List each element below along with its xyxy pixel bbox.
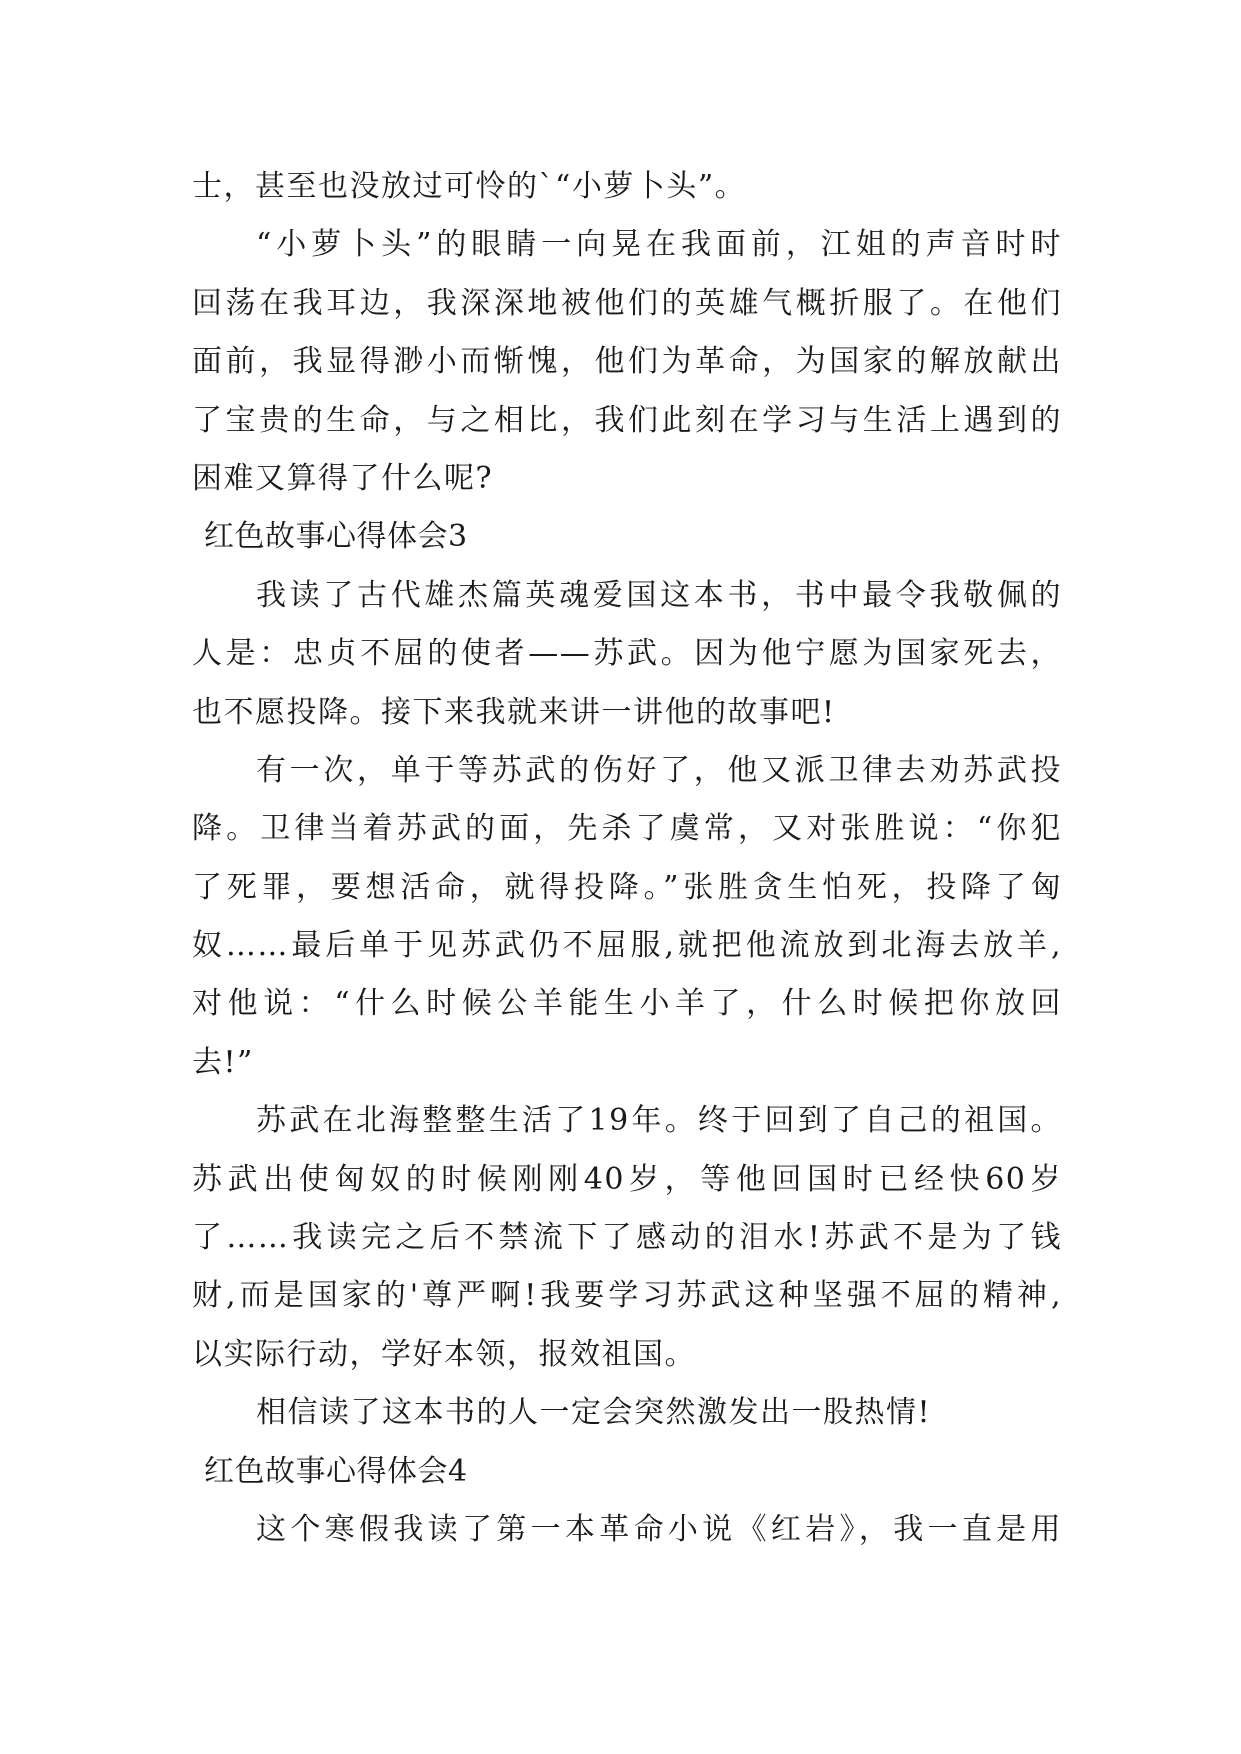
section-heading: 红色故事心得体会3 [204, 519, 468, 555]
paragraph-line: 我读了古代雄杰篇英魂爱国这本书，书中最令我敬佩的 [256, 577, 1062, 613]
paragraph-line: 了死罪，要想活命，就得投降。”张胜贪生怕死，投降了匈 [192, 869, 1062, 905]
paragraph-line: 了……我读完之后不禁流下了感动的泪水!苏武不是为了钱 [192, 1220, 1062, 1256]
paragraph-line: 苏武出使匈奴的时候刚刚40岁，等他回国时已经快60岁 [192, 1161, 1062, 1197]
paragraph-line: 这个寒假我读了第一本革命小说《红岩》，我一直是用 [256, 1511, 1062, 1547]
paragraph-line: 人是：忠贞不屈的使者——苏武。因为他宁愿为国家死去， [192, 636, 1062, 672]
paragraph-line: 了宝贵的生命，与之相比，我们此刻在学习与生活上遇到的 [192, 402, 1062, 438]
paragraph-line: 对他说：“什么时候公羊能生小羊了，什么时候把你放回 [192, 986, 1062, 1022]
section-heading: 红色故事心得体会4 [204, 1453, 468, 1489]
paragraph-line: 苏武在北海整整生活了19年。终于回到了自己的祖国。 [256, 1103, 1062, 1139]
paragraph-line: 财,而是国家的'尊严啊!我要学习苏武这种坚强不屈的精神, [192, 1278, 1062, 1314]
paragraph-line: 去!” [192, 1044, 254, 1080]
paragraph-line: 士，甚至也没放过可怜的`“小萝卜头”。 [192, 169, 747, 204]
paragraph-line: 奴……最后单于见苏武仍不屈服,就把他流放到北海去放羊, [192, 928, 1062, 964]
paragraph-line: 相信读了这本书的人一定会突然激发出一股热情! [256, 1395, 932, 1431]
paragraph-line: 有一次，单于等苏武的伤好了，他又派卫律去劝苏武投 [256, 752, 1062, 788]
paragraph-line: 降。卫律当着苏武的面，先杀了虞常，又对张胜说：“你犯 [192, 811, 1062, 847]
paragraph-line: “小萝卜头”的眼睛一向晃在我面前，江姐的声音时时 [256, 227, 1062, 263]
paragraph-line: 回荡在我耳边，我深深地被他们的英雄气概折服了。在他们 [192, 285, 1062, 321]
document-body [192, 158, 1062, 1559]
paragraph-line: 困难又算得了什么呢? [192, 460, 494, 496]
paragraph-line: 也不愿投降。接下来我就来讲一讲他的故事吧! [192, 694, 836, 730]
paragraph-line: 面前，我显得渺小而惭愧，他们为革命，为国家的解放献出 [192, 344, 1062, 380]
paragraph-line: 以实际行动，学好本领，报效祖国。 [192, 1336, 696, 1372]
